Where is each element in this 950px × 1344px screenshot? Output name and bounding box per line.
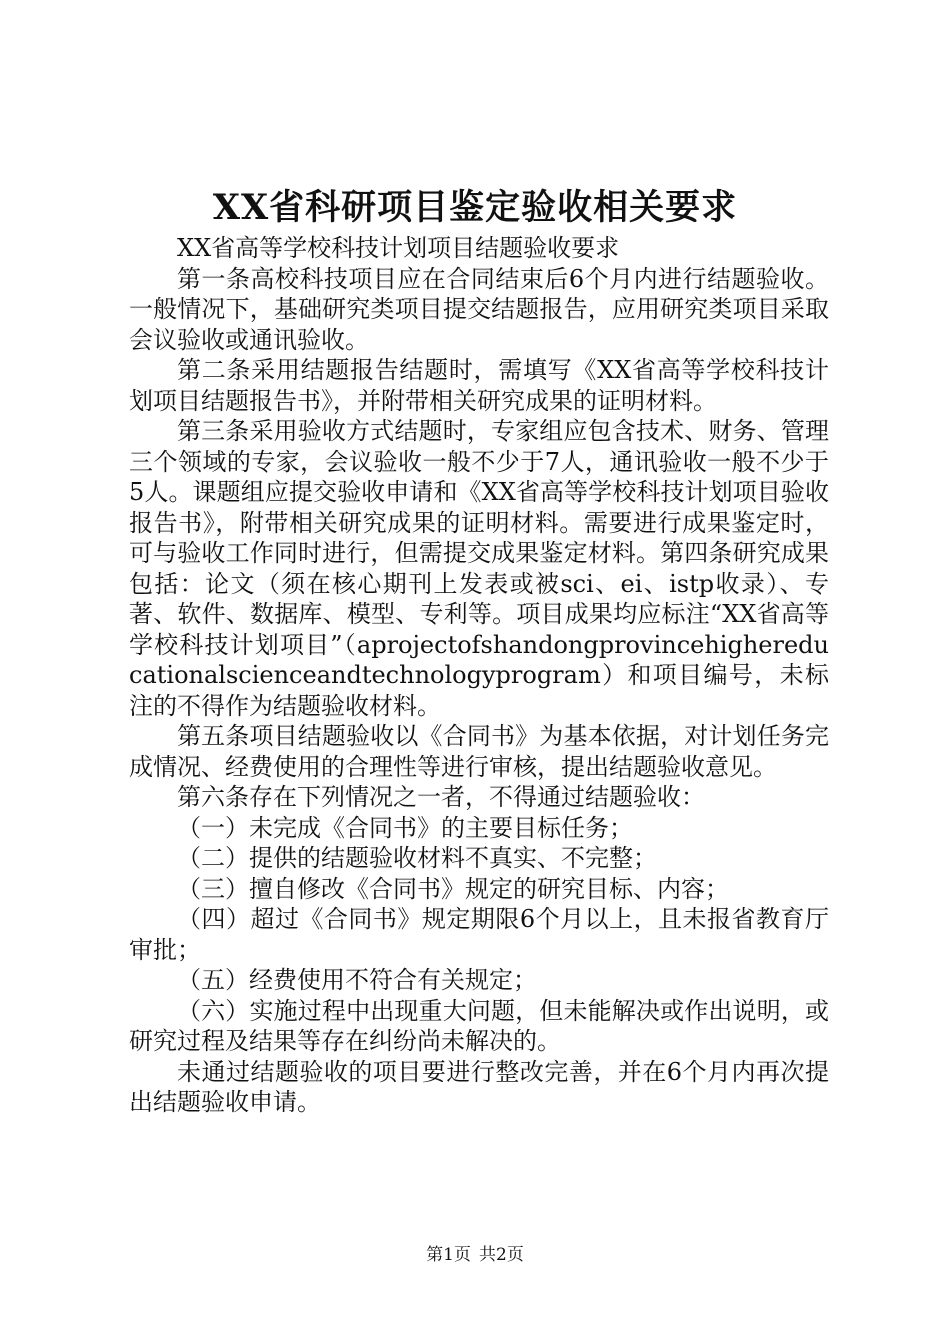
document-title: XX省科研项目鉴定验收相关要求 bbox=[212, 187, 738, 228]
closing-paragraph: 未通过结题验收的项目要进行整改完善，并在6个月内再次提出结题验收申请。 bbox=[129, 1057, 829, 1116]
condition-3-paragraph: （三）擅自修改《合同书》规定的研究目标、内容； bbox=[177, 874, 729, 903]
article-3-4-paragraph: 第三条采用验收方式结题时，专家组应包含技术、财务、管理三个领域的专家，会议验收一般不少于7人，通讯验收一般不少于5人。课题组应提交验收申请和《XX省高等学校科技计划项目验收报告书》，附带相关研究成果的证明材料。需要进行成果鉴定时，可与验收工作同时进行，但需提交成果鉴定材料。第四条研究成果包括：论文（须在核心期刊上发表或被sci、ei、istp收录）、专著、软件、数据库、模型、专利等。项目成果均应标注“XX省高等学校科技计划项目”（aprojectofshandongprovincehighereducationalscienceandtechnologyprogram）和项目编号，未标注的不得作为结题验收材料。 bbox=[129, 417, 829, 720]
article-2-paragraph: 第二条采用结题报告结题时，需填写《XX省高等学校科技计划项目结题报告书》，并附带相关研究成果的证明材料。 bbox=[129, 356, 829, 415]
page-total: 共2页 bbox=[479, 1245, 524, 1265]
subtitle-paragraph: XX省高等学校科技计划项目结题验收要求 bbox=[177, 234, 620, 262]
article-5-paragraph: 第五条项目结题验收以《合同书》为基本依据，对计划任务完成情况、经费使用的合理性等进行审核，提出结题验收意见。 bbox=[129, 722, 829, 781]
article-6-paragraph: 第六条存在下列情况之一者，不得通过结题验收： bbox=[177, 783, 705, 811]
condition-6-paragraph: （六）实施过程中出现重大问题，但未能解决或作出说明，或研究过程及结果等存在纠纷尚未解决的。 bbox=[129, 996, 829, 1055]
condition-1-paragraph: （一）未完成《合同书》的主要目标任务； bbox=[177, 813, 633, 842]
condition-2-paragraph: （二）提供的结题验收材料不真实、不完整； bbox=[177, 844, 657, 872]
condition-5-paragraph: （五）经费使用不符合有关规定； bbox=[177, 966, 537, 994]
document-body bbox=[129, 233, 829, 1118]
article-1-paragraph: 第一条高校科技项目应在合同结束后6个月内进行结题验收。一般情况下，基础研究类项目提交结题报告，应用研究类项目采取会议验收或通讯验收。 bbox=[129, 264, 829, 354]
condition-4-paragraph: （四）超过《合同书》规定期限6个月以上，且未报省教育厅审批； bbox=[129, 905, 829, 964]
page-number: 第1页 bbox=[426, 1245, 471, 1265]
page-footer bbox=[0, 1243, 950, 1267]
